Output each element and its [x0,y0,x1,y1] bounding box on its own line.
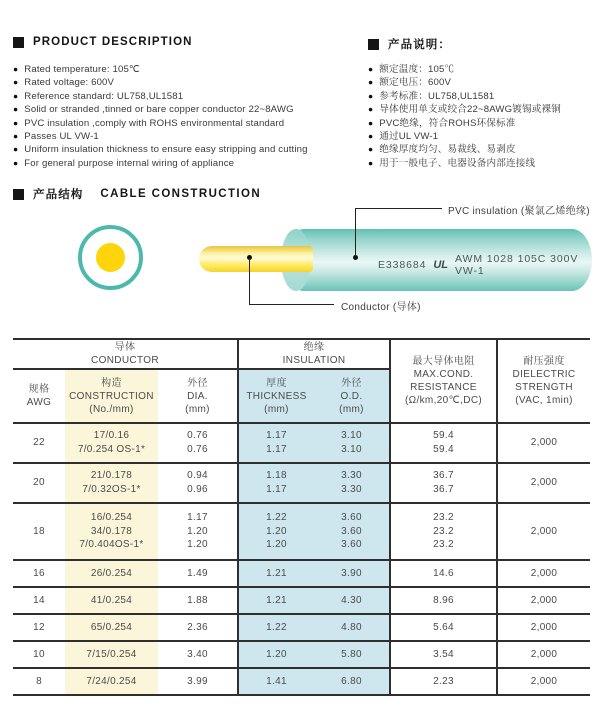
bullet-icon: ● [368,77,374,88]
cell-od: 3.90 [314,560,390,587]
cell-thickness: 1.22 [238,614,314,641]
black-square-icon [13,37,24,48]
cell-awg: 22 [13,423,65,463]
cable-cert-number: E338684 [378,259,427,271]
list-item-text: 额定电压：600V [379,77,452,89]
product-description-title-text: PRODUCT DESCRIPTION [33,36,193,48]
cell-resistance: 3.54 [390,641,497,668]
black-square-icon [368,39,379,50]
cell-od: 6.80 [314,668,390,695]
cell-thickness: 1.18 1.17 [238,463,314,503]
conductor-label: Conductor (导体) [341,302,421,313]
cell-strength: 2,000 [497,641,590,668]
conductor-core-circle [96,243,125,272]
cable-cross-section [78,225,143,290]
cell-dia: 0.76 0.76 [158,423,238,463]
list-item [368,77,600,89]
col-header-thickness: 厚度 THICKNESS (mm) [238,369,314,423]
list-item-text: Solid or stranded ,tinned or bare copper conductor 22~8AWG [24,104,294,116]
list-item [368,64,600,76]
list-item [368,131,600,143]
list-item-text: 通过UL VW-1 [379,131,439,143]
bullet-icon: ● [13,64,19,74]
cell-strength: 2,000 [497,503,590,560]
table-row [13,463,590,503]
list-item [13,118,363,130]
cell-resistance: 8.96 [390,587,497,614]
product-notes-title-text: 产品说明： [388,39,451,51]
cell-od: 4.80 [314,614,390,641]
cell-thickness: 1.21 [238,587,314,614]
cell-construction: 41/0.254 [65,587,158,614]
col-header-resistance: 最大导体电阻 MAX.COND. RESISTANCE (Ω/km,20℃,DC) [390,339,497,423]
bullet-icon: ● [368,64,374,74]
cell-thickness: 1.22 1.20 1.20 [238,503,314,560]
cell-thickness: 1.41 [238,668,314,695]
cell-awg: 14 [13,587,65,614]
cell-awg: 10 [13,641,65,668]
leader-line [249,258,250,305]
bullet-icon: ● [368,131,374,142]
bullet-icon: ● [13,77,19,88]
list-item-text: 导体使用单支或绞合22~8AWG镀锡或裸铜 [379,104,561,116]
cell-dia: 1.88 [158,587,238,614]
cell-strength: 2,000 [497,560,590,587]
list-item-text: 绝缘厚度均匀、易裁线、易剥皮 [379,144,516,156]
list-item [13,77,363,89]
col-header-dia: 外径 DIA. (mm) [158,369,238,423]
cell-construction: 17/0.16 7/0.254 OS-1* [65,423,158,463]
cell-thickness: 1.21 [238,560,314,587]
cell-construction: 65/0.254 [65,614,158,641]
bullet-icon: ● [13,157,19,168]
product-notes-title [368,36,451,52]
product-description-title [13,36,193,48]
cell-dia: 1.49 [158,560,238,587]
cell-thickness: 1.20 [238,641,314,668]
list-item-text: Rated temperature: 105℃ [24,64,140,75]
cable-print-text [378,253,590,277]
cell-strength: 2,000 [497,668,590,695]
cell-od: 3.30 3.30 [314,463,390,503]
list-item [368,144,600,156]
list-item-text: PVC绝缘，符合ROHS环保标准 [379,117,516,129]
cell-resistance: 2.23 [390,668,497,695]
cell-awg: 12 [13,614,65,641]
cell-construction: 7/15/0.254 [65,641,158,668]
cell-od: 3.10 3.10 [314,423,390,463]
product-description-list [13,64,363,170]
cell-strength: 2,000 [497,587,590,614]
leader-line [355,208,356,256]
bullet-icon: ● [13,104,19,115]
cell-awg: 8 [13,668,65,695]
cell-dia: 3.99 [158,668,238,695]
col-header-strength: 耐压强度 DIELECTRIC STRENGTH (VAC, 1min) [497,339,590,423]
cell-resistance: 14.6 [390,560,497,587]
leader-line [249,304,334,305]
list-item-text: 参考标准：UL758,UL1581 [379,90,495,102]
table-row [13,641,590,668]
list-item-text: For general purpose internal wiring of appliance [24,157,235,169]
product-notes-list [368,64,600,170]
list-item [13,131,363,143]
list-item [13,144,363,156]
col-header-od: 外径 O.D. (mm) [314,369,390,423]
leader-line [355,208,442,209]
cell-dia: 1.17 1.20 1.20 [158,503,238,560]
cell-awg: 16 [13,560,65,587]
list-item [13,64,363,76]
list-item-text: Passes UL VW-1 [24,131,99,143]
black-square-icon [13,189,24,200]
list-item [13,104,363,116]
cell-resistance: 23.2 23.2 23.2 [390,503,497,560]
cell-construction: 26/0.254 [65,560,158,587]
list-item [368,158,600,170]
list-item-text: Rated voltage: 600V [24,77,115,89]
cell-od: 4.30 [314,587,390,614]
col-header-awg: 规格 AWG [13,369,65,423]
list-item-text: Uniform insulation thickness to ensure easy stripping and cutting [24,144,308,156]
cell-dia: 3.40 [158,641,238,668]
cell-construction: 7/24/0.254 [65,668,158,695]
list-item [368,104,600,116]
cell-od: 3.60 3.60 3.60 [314,503,390,560]
cell-thickness: 1.17 1.17 [238,423,314,463]
list-item-text: PVC insulation ,comply with ROHS environmental standard [24,117,285,129]
bullet-icon: ● [13,117,19,128]
conductor-lead [199,246,313,272]
list-item-text: Reference standard: UL758,UL1581 [24,90,184,102]
cable-construction-title-en: CABLE CONSTRUCTION [100,188,262,200]
bullet-icon: ● [368,157,374,168]
group-header-insulation: 绝缘 INSULATION [238,339,390,369]
cell-od: 5.80 [314,641,390,668]
table-row [13,423,590,463]
list-item-text: 用于一般电子、电器设备内部连接线 [379,157,536,169]
group-header-conductor: 导体 CONDUCTOR [13,339,238,369]
table-row [13,614,590,641]
cell-dia: 0.94 0.96 [158,463,238,503]
bullet-icon: ● [13,90,19,101]
cable-construction-title-cn: 产品结构 [33,189,84,201]
cable-construction-title [13,186,261,202]
cell-resistance: 36.7 36.7 [390,463,497,503]
ul-mark-icon: UL [433,259,449,271]
cell-dia: 2.36 [158,614,238,641]
insulation-label: PVC insulation (聚氯乙烯绝缘) [448,206,590,217]
list-item [13,91,363,103]
bullet-icon: ● [368,117,374,128]
bullet-icon: ● [13,131,19,142]
bullet-icon: ● [368,90,374,101]
spec-table [13,338,590,696]
list-item [368,118,600,130]
table-row [13,503,590,560]
cell-strength: 2,000 [497,614,590,641]
table-row [13,560,590,587]
table-row [13,587,590,614]
cable-spec-text: AWM 1028 105C 300V VW-1 [455,253,579,277]
col-header-construction: 构造 CONSTRUCTION (No./mm) [65,369,158,423]
table-row [13,668,590,695]
list-item-text: 额定温度：105℃ [379,64,455,75]
cell-strength: 2,000 [497,463,590,503]
cell-construction: 16/0.254 34/0.178 7/0.404OS-1* [65,503,158,560]
list-item [13,158,363,170]
cell-awg: 18 [13,503,65,560]
spec-table-body [13,423,590,695]
cell-resistance: 59.4 59.4 [390,423,497,463]
cell-resistance: 5.64 [390,614,497,641]
cell-awg: 20 [13,463,65,503]
list-item [368,91,600,103]
cell-construction: 21/0.178 7/0.32OS-1* [65,463,158,503]
bullet-icon: ● [368,104,374,115]
cell-strength: 2,000 [497,423,590,463]
bullet-icon: ● [368,144,374,155]
bullet-icon: ● [13,144,19,155]
